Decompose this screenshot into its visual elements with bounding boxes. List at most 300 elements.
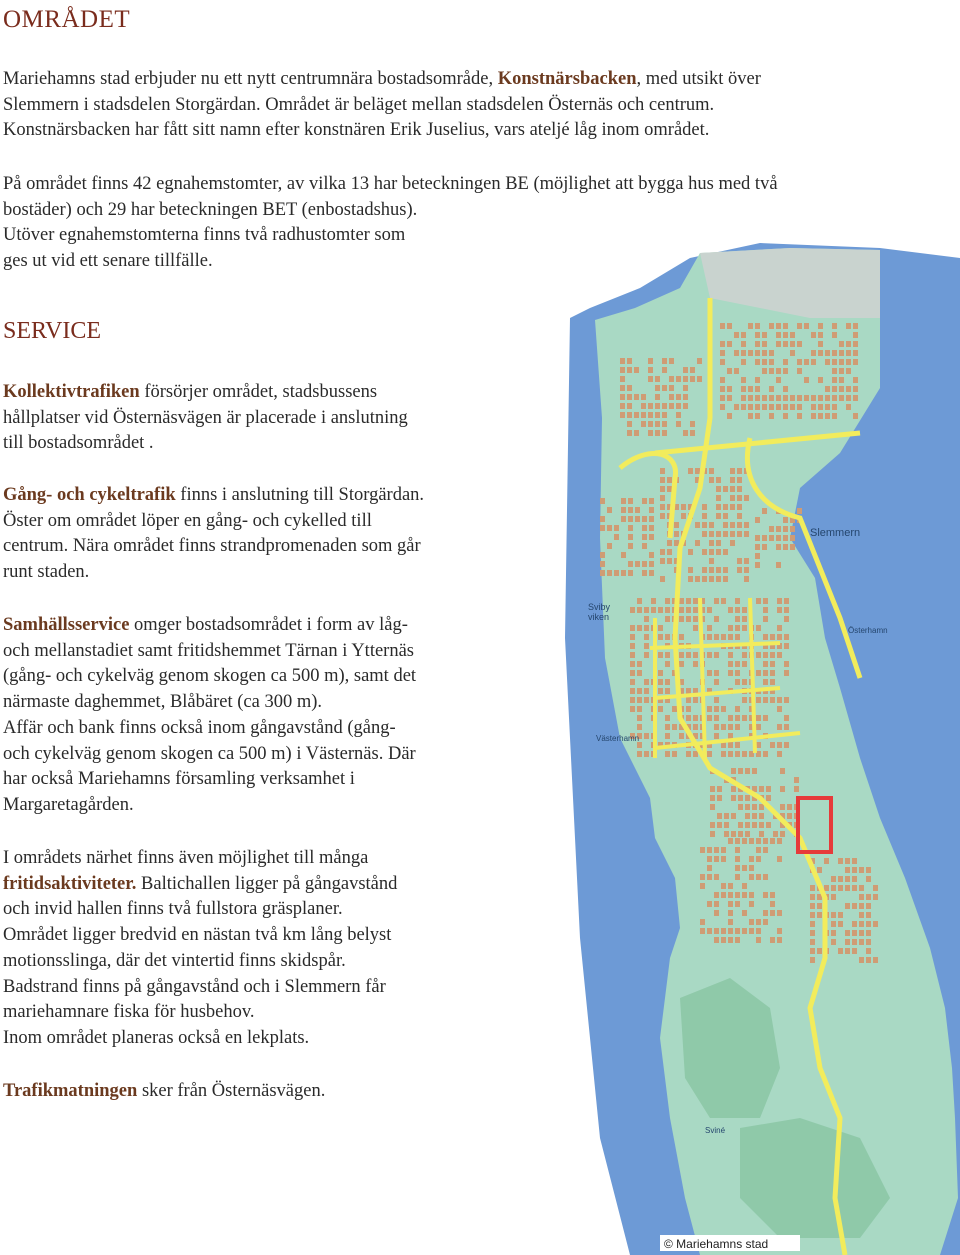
building-block — [665, 652, 670, 658]
building-block — [756, 856, 761, 862]
building-block — [660, 513, 665, 519]
building-block — [674, 531, 679, 537]
building-block — [748, 323, 753, 329]
building-block — [804, 323, 809, 329]
konstnarsbacken-bold: Konstnärsbacken — [497, 69, 637, 89]
building-block — [749, 901, 754, 907]
building-block — [667, 540, 672, 546]
building-block — [783, 544, 788, 550]
building-block — [859, 894, 864, 900]
building-block — [787, 804, 792, 810]
building-block — [852, 858, 857, 864]
building-block — [665, 607, 670, 613]
building-block — [770, 697, 775, 703]
building-block — [658, 625, 663, 631]
building-block — [635, 507, 640, 513]
building-block — [672, 751, 677, 757]
building-block — [730, 504, 735, 510]
leisure-line: Badstrand finns på gångavstånd och i Slemmern får — [3, 976, 386, 997]
building-block — [620, 385, 625, 391]
building-block — [628, 534, 633, 540]
building-block — [738, 768, 743, 774]
building-block — [817, 867, 822, 873]
building-block — [763, 634, 768, 640]
traffic-bold: Trafikmatningen — [3, 1081, 138, 1101]
building-block — [728, 919, 733, 925]
building-block — [717, 795, 722, 801]
building-block — [630, 697, 635, 703]
building-block — [641, 421, 646, 427]
building-block — [600, 516, 605, 522]
building-block — [720, 323, 725, 329]
building-block — [784, 742, 789, 748]
building-block — [859, 939, 864, 945]
building-block — [853, 323, 858, 329]
building-block — [665, 661, 670, 667]
building-block — [702, 513, 707, 519]
building-block — [853, 359, 858, 365]
building-block — [738, 804, 743, 810]
building-block — [648, 412, 653, 418]
building-block — [721, 928, 726, 934]
building-block — [690, 430, 695, 436]
building-block — [755, 517, 760, 523]
building-block — [731, 795, 736, 801]
building-block — [853, 395, 858, 401]
building-block — [866, 876, 871, 882]
plots-line: Utöver egnahemstomterna finns två radhustomter som — [3, 225, 406, 246]
building-block — [745, 831, 750, 837]
building-block — [720, 386, 725, 392]
building-block — [660, 558, 665, 564]
building-block — [634, 412, 639, 418]
building-block — [607, 570, 612, 576]
building-block — [817, 948, 822, 954]
building-block — [762, 508, 767, 514]
building-block — [744, 576, 749, 582]
building-block — [780, 804, 785, 810]
building-block — [709, 468, 714, 474]
building-block — [790, 544, 795, 550]
building-block — [811, 359, 816, 365]
building-block — [735, 625, 740, 631]
community-line: och cykelväg genom skogen ca 500 m) i Västernäs. Där — [3, 743, 416, 764]
building-block — [831, 939, 836, 945]
building-block — [644, 679, 649, 685]
building-block — [728, 838, 733, 844]
building-block — [770, 661, 775, 667]
building-block — [731, 813, 736, 819]
walking-line: centrum. Nära området finns strandpromenaden som går — [3, 536, 421, 557]
building-block — [744, 567, 749, 573]
building-block — [748, 350, 753, 356]
building-block — [637, 688, 642, 694]
building-block — [735, 838, 740, 844]
building-block — [794, 786, 799, 792]
building-block — [710, 804, 715, 810]
building-block — [720, 359, 725, 365]
building-block — [707, 670, 712, 676]
building-block — [825, 413, 830, 419]
plots-line: ges ut vid ett senare tillfälle. — [3, 251, 213, 272]
building-block — [734, 350, 739, 356]
building-block — [797, 341, 802, 347]
building-block — [728, 661, 733, 667]
building-block — [683, 430, 688, 436]
building-block — [693, 697, 698, 703]
building-block — [787, 813, 792, 819]
building-block — [832, 332, 837, 338]
building-block — [762, 359, 767, 365]
building-block — [688, 468, 693, 474]
walking-line: Öster om området löper en gång- och cykelled till — [3, 510, 372, 531]
building-block — [845, 885, 850, 891]
building-block — [716, 540, 721, 546]
building-block — [741, 395, 746, 401]
building-block — [665, 715, 670, 721]
building-block — [763, 874, 768, 880]
building-block — [724, 831, 729, 837]
building-block — [742, 652, 747, 658]
building-block — [700, 874, 705, 880]
building-block — [873, 921, 878, 927]
building-block — [667, 549, 672, 555]
building-block — [697, 376, 702, 382]
building-block — [752, 813, 757, 819]
building-block — [853, 341, 858, 347]
building-block — [637, 724, 642, 730]
building-block — [655, 421, 660, 427]
building-block — [804, 359, 809, 365]
building-block — [756, 598, 761, 604]
building-block — [852, 948, 857, 954]
building-block — [649, 498, 654, 504]
building-block — [742, 697, 747, 703]
building-block — [776, 395, 781, 401]
building-block — [721, 847, 726, 853]
building-block — [748, 404, 753, 410]
community-line: närmaste daghemmet, Blåbäret (ca 300 m). — [3, 692, 322, 713]
building-block — [745, 795, 750, 801]
building-block — [655, 394, 660, 400]
building-block — [742, 751, 747, 757]
building-block — [734, 368, 739, 374]
building-block — [810, 885, 815, 891]
building-block — [649, 516, 654, 522]
building-block — [707, 607, 712, 613]
building-block — [637, 697, 642, 703]
building-block — [655, 430, 660, 436]
building-block — [716, 486, 721, 492]
building-block — [783, 413, 788, 419]
building-block — [784, 598, 789, 604]
building-block — [811, 395, 816, 401]
building-block — [824, 858, 829, 864]
building-block — [804, 395, 809, 401]
building-block — [777, 742, 782, 748]
building-block — [838, 885, 843, 891]
building-block — [742, 679, 747, 685]
building-block — [756, 670, 761, 676]
building-block — [741, 377, 746, 383]
building-block — [679, 652, 684, 658]
building-block — [735, 598, 740, 604]
building-block — [735, 928, 740, 934]
traffic-paragraph — [3, 1079, 325, 1105]
building-block — [649, 507, 654, 513]
building-block — [846, 359, 851, 365]
building-block — [846, 404, 851, 410]
building-block — [776, 377, 781, 383]
building-block — [755, 553, 760, 559]
building-block — [770, 937, 775, 943]
building-block — [683, 367, 688, 373]
building-block — [686, 652, 691, 658]
building-block — [818, 404, 823, 410]
building-block — [770, 670, 775, 676]
building-block — [707, 928, 712, 934]
building-block — [627, 367, 632, 373]
building-block — [730, 477, 735, 483]
building-block — [777, 607, 782, 613]
building-block — [716, 477, 721, 483]
building-block — [752, 768, 757, 774]
building-block — [728, 751, 733, 757]
building-block — [784, 616, 789, 622]
intro-line: Slemmern i stadsdelen Storgärdan. Området är beläget mellan stadsdelen Östernäs och centrum. — [3, 94, 715, 115]
building-block — [714, 652, 719, 658]
building-block — [831, 912, 836, 918]
building-block — [637, 607, 642, 613]
building-block — [731, 768, 736, 774]
building-block — [769, 526, 774, 532]
building-block — [700, 883, 705, 889]
building-block — [710, 822, 715, 828]
building-block — [770, 634, 775, 640]
community-line: har också Mariehamns församling verksamhet i — [3, 769, 355, 790]
building-block — [737, 477, 742, 483]
label-sviby: Sviby — [588, 602, 611, 612]
building-block — [873, 885, 878, 891]
building-block — [674, 522, 679, 528]
building-block — [728, 892, 733, 898]
building-block — [756, 697, 761, 703]
building-block — [734, 332, 739, 338]
building-block — [810, 903, 815, 909]
building-block — [780, 831, 785, 837]
building-block — [679, 607, 684, 613]
building-block — [658, 679, 663, 685]
building-block — [810, 957, 815, 963]
building-block — [728, 901, 733, 907]
building-block — [762, 535, 767, 541]
building-block — [628, 516, 633, 522]
building-block — [690, 367, 695, 373]
building-block — [763, 670, 768, 676]
building-block — [728, 715, 733, 721]
building-block — [728, 937, 733, 943]
building-block — [658, 652, 663, 658]
building-block — [702, 567, 707, 573]
building-block — [742, 910, 747, 916]
building-block — [811, 332, 816, 338]
building-block — [676, 403, 681, 409]
building-block — [873, 957, 878, 963]
building-block — [614, 525, 619, 531]
building-block — [783, 395, 788, 401]
building-block — [620, 367, 625, 373]
building-block — [621, 552, 626, 558]
building-block — [683, 376, 688, 382]
building-block — [681, 504, 686, 510]
building-block — [756, 874, 761, 880]
building-block — [607, 525, 612, 531]
building-block — [790, 526, 795, 532]
building-block — [693, 607, 698, 613]
building-block — [721, 892, 726, 898]
building-block — [770, 742, 775, 748]
building-block — [735, 874, 740, 880]
building-block — [763, 679, 768, 685]
building-block — [783, 535, 788, 541]
building-block — [810, 948, 815, 954]
building-block — [723, 531, 728, 537]
building-block — [769, 413, 774, 419]
building-block — [866, 930, 871, 936]
building-block — [707, 625, 712, 631]
leisure-line: och invid hallen finns två fullstora gräsplaner. — [3, 899, 343, 920]
building-block — [630, 661, 635, 667]
building-block — [866, 894, 871, 900]
building-block — [709, 522, 714, 528]
building-block — [637, 706, 642, 712]
building-block — [773, 831, 778, 837]
building-block — [627, 430, 632, 436]
building-block — [756, 724, 761, 730]
building-block — [776, 368, 781, 374]
building-block — [810, 894, 815, 900]
building-block — [702, 576, 707, 582]
building-block — [714, 874, 719, 880]
building-block — [707, 706, 712, 712]
building-block — [756, 928, 761, 934]
building-block — [763, 661, 768, 667]
building-block — [649, 525, 654, 531]
building-block — [669, 385, 674, 391]
building-block — [756, 625, 761, 631]
building-block — [810, 939, 815, 945]
building-block — [818, 377, 823, 383]
building-block — [630, 688, 635, 694]
building-block — [714, 634, 719, 640]
building-block — [845, 939, 850, 945]
building-block — [735, 901, 740, 907]
building-block — [717, 822, 722, 828]
building-block — [649, 552, 654, 558]
building-block — [628, 507, 633, 513]
building-block — [637, 751, 642, 757]
building-block — [665, 634, 670, 640]
building-block — [707, 901, 712, 907]
building-block — [709, 531, 714, 537]
building-block — [818, 350, 823, 356]
building-block — [770, 679, 775, 685]
building-block — [702, 531, 707, 537]
building-block — [742, 625, 747, 631]
building-block — [824, 885, 829, 891]
building-block — [723, 576, 728, 582]
building-block — [642, 570, 647, 576]
building-block — [832, 350, 837, 356]
building-block — [700, 847, 705, 853]
building-block — [777, 928, 782, 934]
building-block — [720, 395, 725, 401]
building-block — [688, 549, 693, 555]
building-block — [662, 412, 667, 418]
building-block — [641, 394, 646, 400]
building-block — [637, 661, 642, 667]
building-block — [783, 526, 788, 532]
building-block — [777, 634, 782, 640]
building-block — [749, 919, 754, 925]
building-block — [714, 706, 719, 712]
building-block — [697, 358, 702, 364]
building-block — [628, 543, 633, 549]
building-block — [766, 795, 771, 801]
leisure-line: Inom området planeras också en lekplats. — [3, 1027, 310, 1048]
building-block — [845, 948, 850, 954]
building-block — [658, 688, 663, 694]
building-block — [735, 742, 740, 748]
area-map — [560, 238, 960, 1255]
building-block — [627, 421, 632, 427]
building-block — [845, 858, 850, 864]
building-block — [737, 495, 742, 501]
building-block — [695, 540, 700, 546]
building-block — [853, 413, 858, 419]
building-block — [818, 332, 823, 338]
building-block — [769, 404, 774, 410]
building-block — [811, 350, 816, 356]
building-block — [755, 341, 760, 347]
building-block — [818, 323, 823, 329]
building-block — [723, 522, 728, 528]
building-block — [763, 652, 768, 658]
walking-bold: Gång- och cykeltrafik — [3, 485, 176, 505]
building-block — [797, 323, 802, 329]
building-block — [832, 377, 837, 383]
building-block — [763, 715, 768, 721]
building-block — [777, 838, 782, 844]
building-block — [662, 403, 667, 409]
building-block — [686, 688, 691, 694]
building-block — [730, 468, 735, 474]
building-block — [634, 367, 639, 373]
building-block — [780, 786, 785, 792]
building-block — [730, 486, 735, 492]
building-block — [846, 350, 851, 356]
building-block — [665, 679, 670, 685]
building-block — [676, 376, 681, 382]
building-block — [648, 430, 653, 436]
building-block — [762, 341, 767, 347]
building-block — [762, 544, 767, 550]
intro-line: Konstnärsbacken har fått sitt namn efter konstnären Erik Juselius, vars ateljé låg inom området. — [3, 120, 710, 141]
leisure-line: Området ligger bredvid en nästan två km lång belyst — [3, 925, 392, 946]
building-block — [728, 625, 733, 631]
label-slemmern: Slemmern — [810, 527, 861, 539]
building-block — [709, 558, 714, 564]
